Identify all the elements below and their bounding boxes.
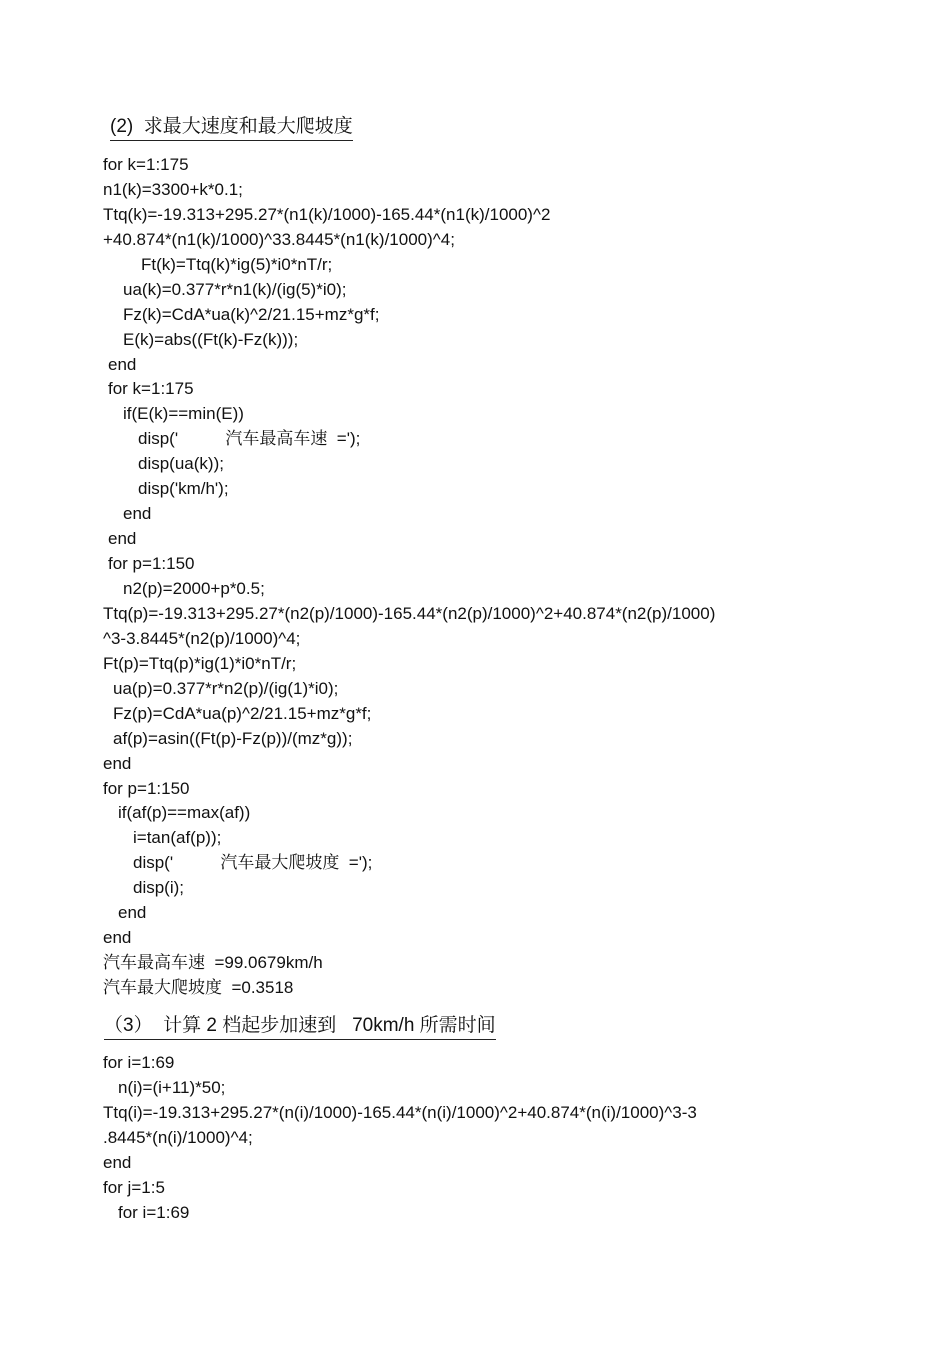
code-line: end xyxy=(103,754,132,773)
output-line: 汽车最高车速 =99.0679km/h xyxy=(103,953,323,972)
output-line: 汽车最大爬坡度 =0.3518 xyxy=(103,978,294,997)
code-line: end xyxy=(103,1153,132,1172)
code-line: disp('km/h'); xyxy=(138,479,229,498)
code-line: for p=1:150 xyxy=(108,554,195,573)
code-line: ua(k)=0.377*r*n1(k)/(ig(5)*i0); xyxy=(123,280,347,299)
code-line: i=tan(af(p)); xyxy=(133,828,222,847)
code-line: for j=1:5 xyxy=(103,1178,165,1197)
code-line: for i=1:69 xyxy=(103,1053,175,1072)
code-line: Ttq(p)=-19.313+295.27*(n2(p)/1000)-165.44*(n2(p)/1000)^2+40.874*(n2(p)/1000) xyxy=(103,604,716,623)
code-line: Fz(k)=CdA*ua(k)^2/21.15+mz*g*f; xyxy=(123,305,380,324)
code-line: end xyxy=(108,529,137,548)
code-line: disp(ua(k)); xyxy=(138,454,224,473)
code-line: +40.874*(n1(k)/1000)^33.8445*(n1(k)/1000)^4; xyxy=(103,230,455,249)
code-line: end xyxy=(123,504,152,523)
code-line: ^3-3.8445*(n2(p)/1000)^4; xyxy=(103,629,301,648)
code-line: Ttq(i)=-19.313+295.27*(n(i)/1000)-165.44*(n(i)/1000)^2+40.874*(n(i)/1000)^3-3 xyxy=(103,1103,697,1122)
code-line: Ttq(k)=-19.313+295.27*(n1(k)/1000)-165.44*(n1(k)/1000)^2 xyxy=(103,205,551,224)
code-line: disp(' 汽车最大爬坡度 ='); xyxy=(133,853,373,872)
code-line: end xyxy=(118,903,147,922)
code-line: for k=1:175 xyxy=(103,155,189,174)
section-3-heading: （3） 计算 2 档起步加速到 70km/h 所需时间 xyxy=(104,1015,496,1040)
code-line: ua(p)=0.377*r*n2(p)/(ig(1)*i0); xyxy=(113,679,339,698)
code-line: for p=1:150 xyxy=(103,779,190,798)
code-line: .8445*(n(i)/1000)^4; xyxy=(103,1128,253,1147)
code-line: n1(k)=3300+k*0.1; xyxy=(103,180,243,199)
code-line: Ft(k)=Ttq(k)*ig(5)*i0*nT/r; xyxy=(141,255,333,274)
code-line: if(E(k)==min(E)) xyxy=(123,404,244,423)
code-line: if(af(p)==max(af)) xyxy=(118,803,251,822)
code-line: disp(' 汽车最高车速 ='); xyxy=(138,429,361,448)
code-line: n2(p)=2000+p*0.5; xyxy=(123,579,265,598)
code-line: for i=1:69 xyxy=(118,1203,190,1222)
code-line: n(i)=(i+11)*50; xyxy=(118,1078,226,1097)
section-2-heading: (2) 求最大速度和最大爬坡度 xyxy=(110,116,353,141)
code-line: Ft(p)=Ttq(p)*ig(1)*i0*nT/r; xyxy=(103,654,297,673)
code-line: af(p)=asin((Ft(p)-Fz(p))/(mz*g)); xyxy=(113,729,353,748)
code-line: end xyxy=(108,355,137,374)
code-line: for k=1:175 xyxy=(108,379,194,398)
code-line: end xyxy=(103,928,132,947)
code-line: E(k)=abs((Ft(k)-Fz(k))); xyxy=(123,330,299,349)
code-line: disp(i); xyxy=(133,878,185,897)
code-line: Fz(p)=CdA*ua(p)^2/21.15+mz*g*f; xyxy=(113,704,372,723)
